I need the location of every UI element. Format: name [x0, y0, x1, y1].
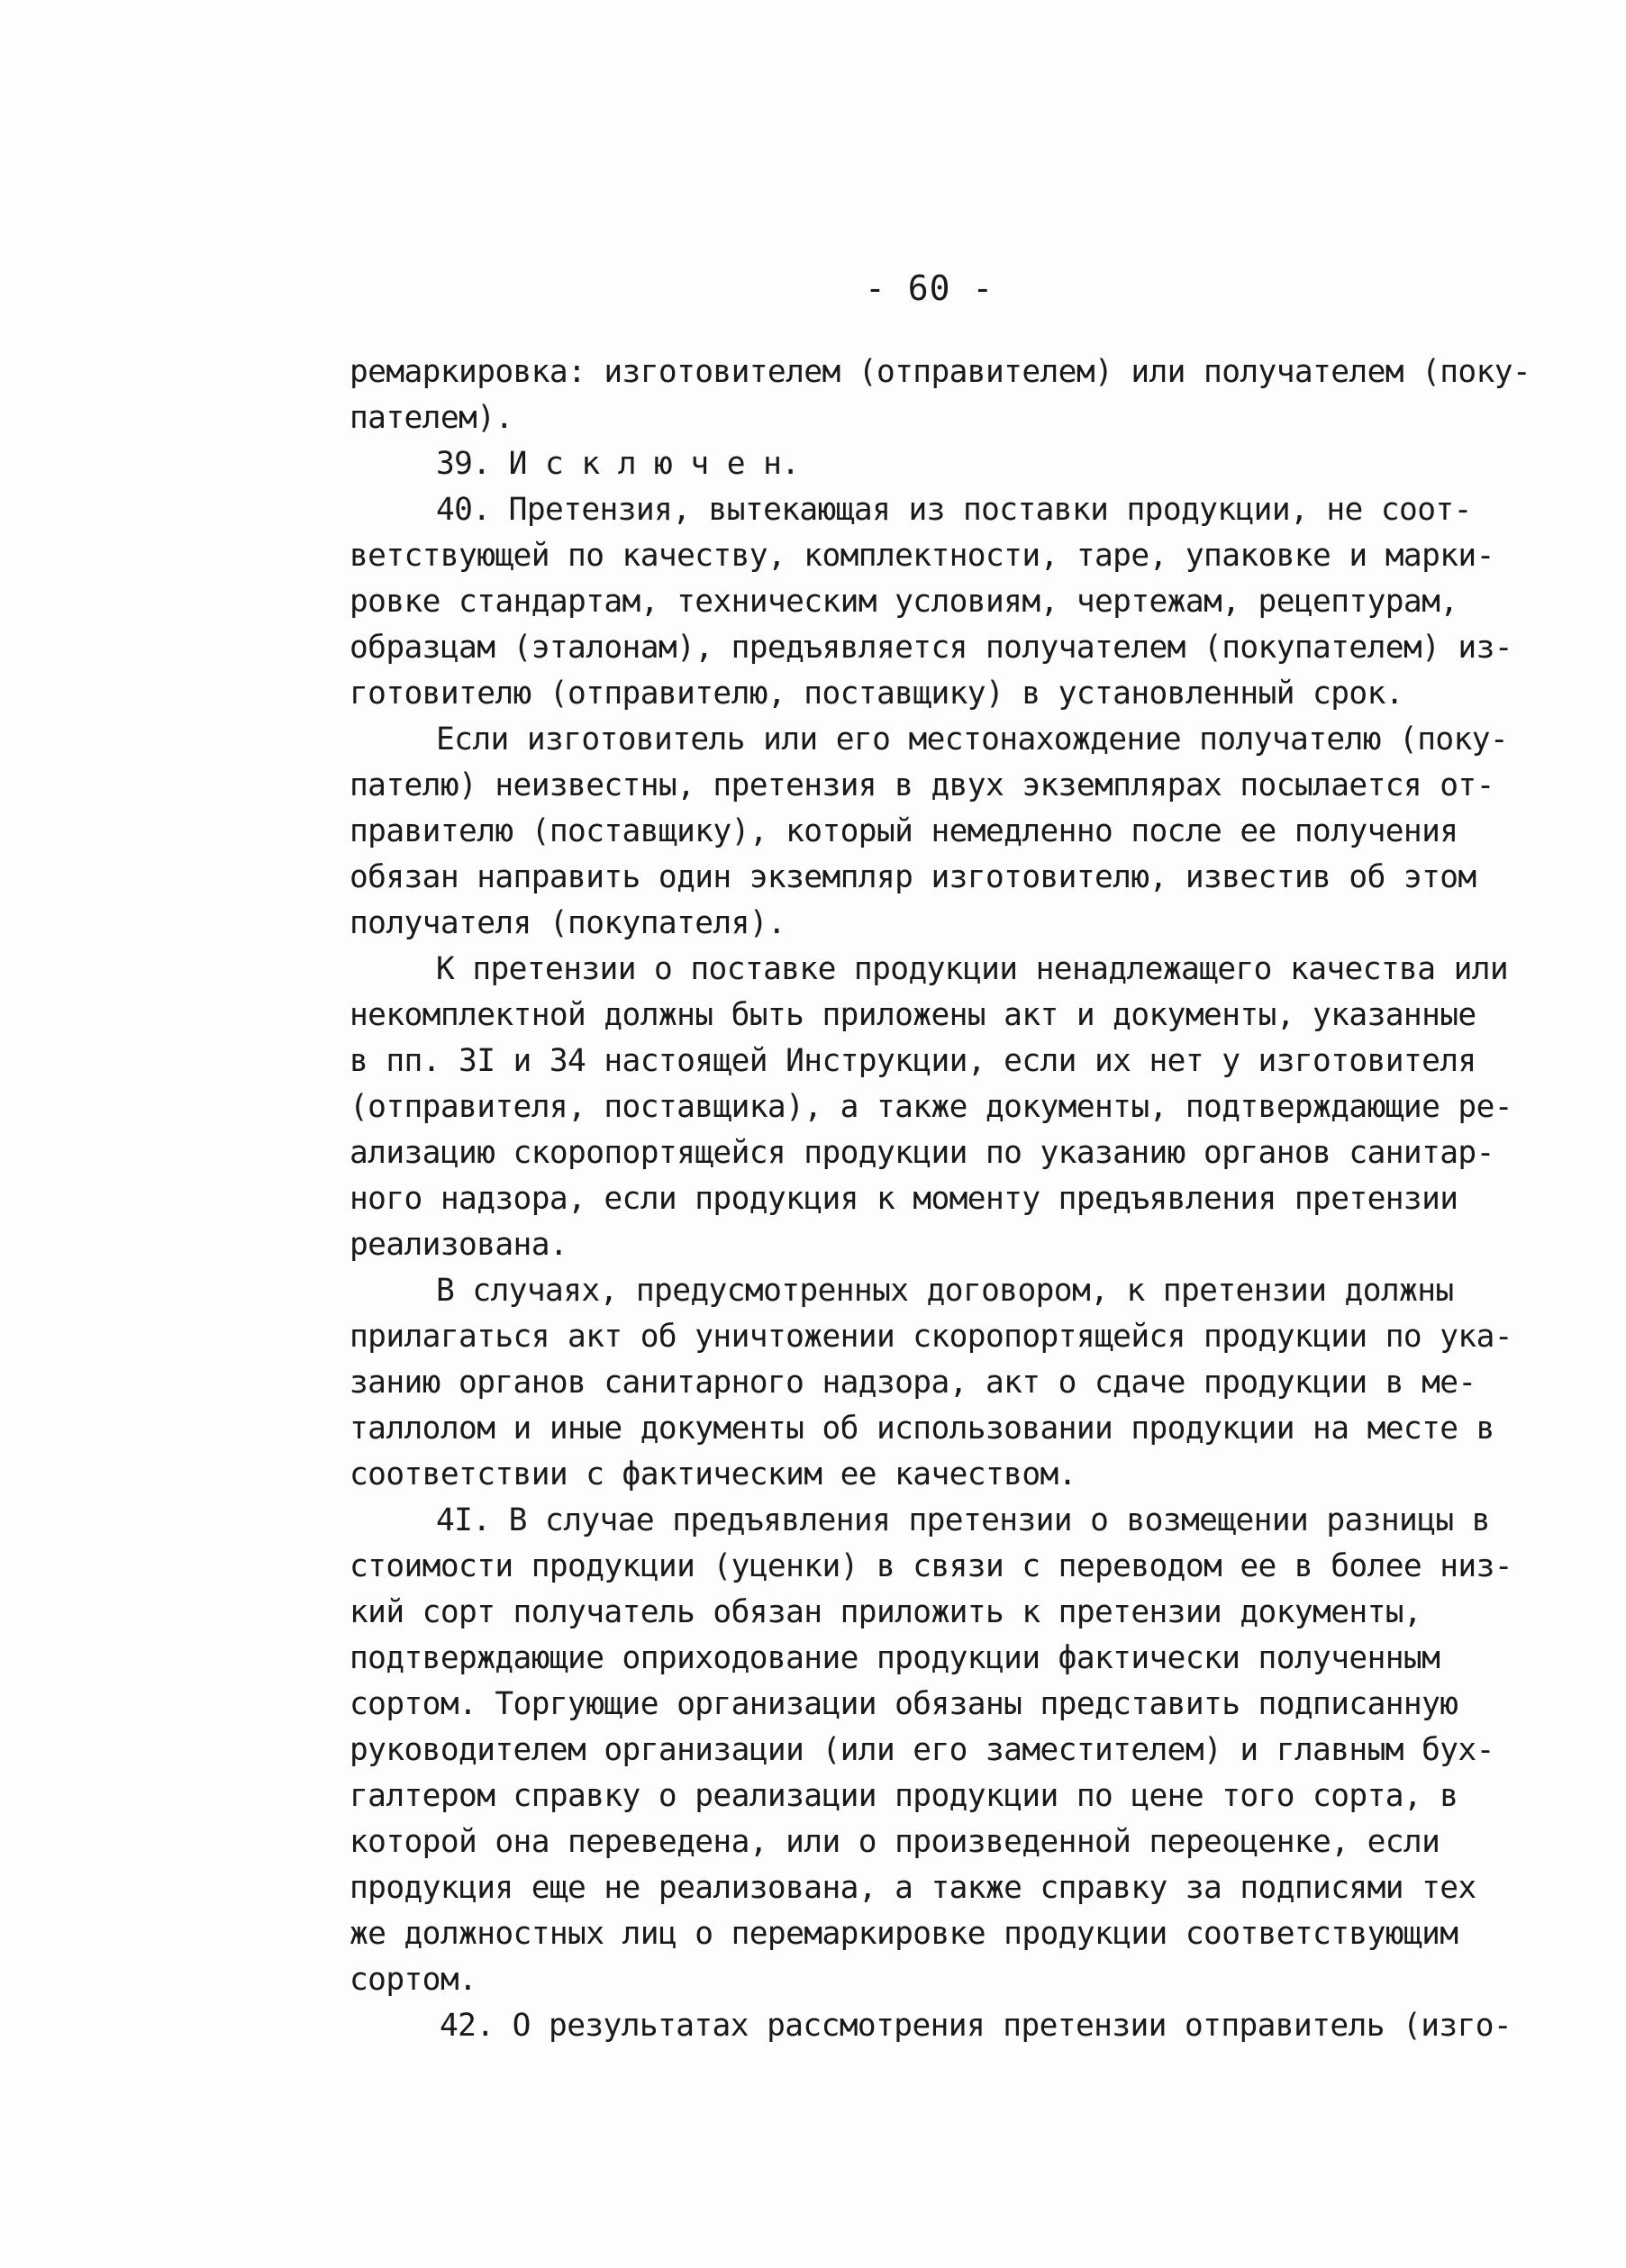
paragraph-start: Если изготовитель или его местонахождение получателю (поку- [436, 721, 1509, 758]
text-line: ремаркировка: изготовителем (отправителем) или получателем (поку- [350, 354, 1531, 390]
body-text [350, 349, 1548, 2049]
text-line: готовителю (отправителю, поставщику) в установленный срок. [350, 676, 1403, 712]
text-line: в пп. 3I и 34 настоящей Инструкции, если их нет у изготовителя [350, 1043, 1476, 1079]
text-line: пателем). [350, 400, 513, 436]
paragraph-start: К претензии о поставке продукции ненадлежащего качества или [436, 951, 1509, 987]
text-line: кий сорт получатель обязан приложить к претензии документы, [350, 1594, 1422, 1630]
text-line: сортом. [350, 1962, 477, 1998]
text-line: некомплектной должны быть приложены акт и документы, указанные [350, 997, 1476, 1033]
text-line: ровке стандартам, техническим условиям, чертежам, рецептурам, [350, 584, 1458, 620]
text-line: реализована. [350, 1227, 568, 1263]
text-line: ного надзора, если продукция к моменту предъявления претензии [350, 1181, 1458, 1217]
text-line: сортом. Торгующие организации обязаны представить подписанную [350, 1686, 1458, 1722]
section-heading-42: 42. О результатах рассмотрения претензии отправитель (изго- [440, 2008, 1512, 2044]
text-line: продукция еще не реализована, а также справку за подписями тех [350, 1870, 1476, 1906]
text-line: же должностных лиц о перемаркировке продукции соответствующим [350, 1916, 1458, 1952]
text-line: получателя (покупателя). [350, 905, 786, 941]
text-line: правителю (поставщику), который немедленно после ее получения [350, 813, 1458, 849]
text-line: обязан направить один экземпляр изготовителю, известив об этом [350, 859, 1476, 895]
text-line: прилагаться акт об уничтожении скоропортящейся продукции по ука- [350, 1319, 1512, 1355]
text-line: ветствующей по качеству, комплектности, таре, упаковке и марки- [350, 538, 1494, 574]
page-number: - 60 - [865, 268, 995, 308]
text-line: образцам (эталонам), предъявляется получателем (покупателем) из- [350, 630, 1512, 666]
text-line: (отправителя, поставщика), а также документы, подтверждающие ре- [350, 1089, 1512, 1125]
text-line: которой она переведена, или о произведенной переоценке, если [350, 1824, 1440, 1860]
text-line: ализацию скоропортящейся продукции по указанию органов санитар- [350, 1135, 1494, 1171]
text-line: занию органов санитарного надзора, акт о сдаче продукции в ме- [350, 1365, 1476, 1401]
text-line: соответствии с фактическим ее качеством. [350, 1456, 1076, 1492]
section-heading-40: 40. Претензия, вытекающая из поставки продукции, не соот- [436, 492, 1472, 528]
text-line: подтверждающие оприходование продукции фактически полученным [350, 1640, 1440, 1676]
text-line: галтером справку о реализации продукции по цене того сорта, в [350, 1778, 1458, 1814]
section-heading-39: 39. И с к л ю ч е н. [436, 446, 800, 482]
section-heading-41: 4I. В случае предъявления претензии о возмещении разницы в [436, 1502, 1490, 1538]
text-line: руководителем организации (или его заместителем) и главным бух- [350, 1732, 1494, 1768]
text-line: пателю) неизвестны, претензия в двух экземплярах посылается от- [350, 767, 1494, 803]
text-line: стоимости продукции (уценки) в связи с переводом ее в более низ- [350, 1548, 1512, 1584]
text-line: таллолом и иные документы об использовании продукции на месте в [350, 1411, 1494, 1447]
paragraph-start: В случаях, предусмотренных договором, к претензии должны [436, 1273, 1454, 1309]
